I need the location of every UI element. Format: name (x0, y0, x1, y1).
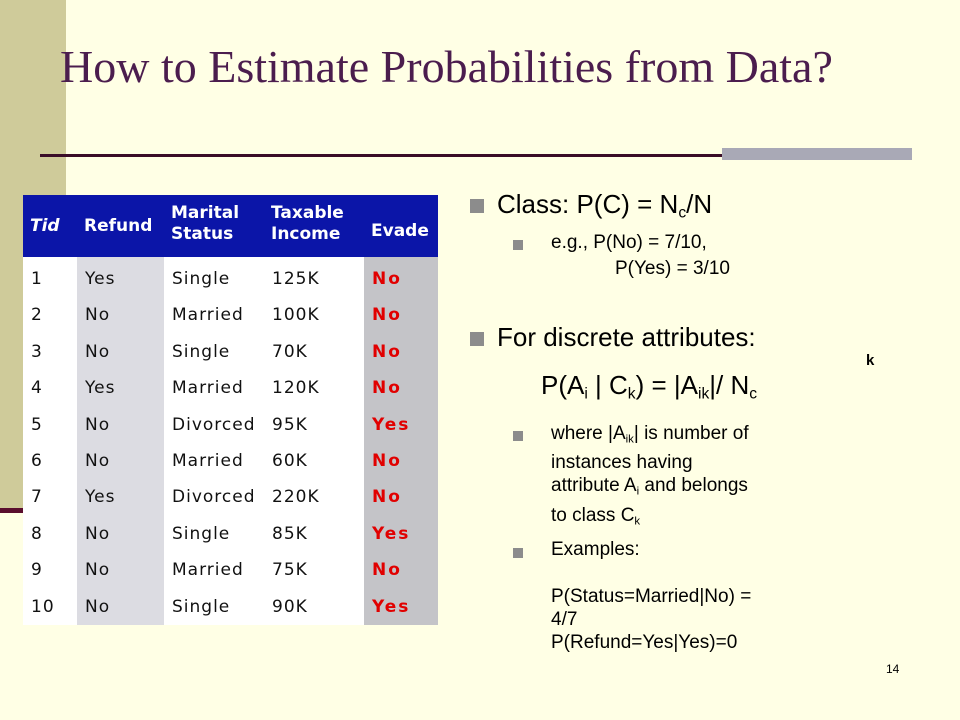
table-row (23, 407, 438, 443)
cell-evade: No (372, 305, 402, 326)
cell-refund: No (85, 596, 111, 617)
where-line1 (551, 422, 749, 451)
cell-income: 90K (272, 596, 308, 617)
formula-part: P(A (541, 370, 585, 400)
where-line3 (551, 474, 749, 503)
cell-tid: 6 (31, 451, 43, 471)
cell-refund: Yes (85, 487, 116, 508)
cell-marital: Single (172, 269, 231, 289)
cell-income: 85K (272, 523, 308, 544)
cell-refund: No (85, 305, 111, 326)
bullet-square-small (513, 548, 523, 558)
bullet-square (470, 199, 484, 213)
cell-evade: No (372, 487, 402, 508)
formula-part: |/ N (709, 370, 750, 400)
where-sub: i (636, 485, 640, 498)
cell-tid: 1 (31, 269, 43, 289)
cell-evade: Yes (372, 596, 411, 617)
cell-income: 70K (272, 341, 308, 362)
cell-refund: No (85, 523, 111, 544)
cell-refund: Yes (85, 378, 116, 399)
discrete-attributes-heading: For discrete attributes: (497, 322, 756, 352)
header-marital-status (164, 195, 264, 257)
where-line2: instances having (551, 452, 693, 474)
cell-tid: 10 (31, 596, 55, 617)
cell-income: 125K (272, 269, 320, 289)
cell-income: 120K (272, 378, 320, 399)
cell-marital: Married (172, 305, 244, 326)
cell-income: 60K (272, 451, 308, 471)
table-row (23, 334, 438, 370)
table-row (23, 261, 438, 297)
example-2: P(Refund=Yes|Yes)=0 (551, 632, 738, 653)
example-yes: P(Yes) = 3/10 (615, 258, 730, 279)
cell-evade: No (372, 378, 402, 399)
where-text: to class C (551, 504, 635, 526)
where-explanation (551, 422, 749, 533)
cell-evade: No (372, 560, 402, 581)
page-number: 14 (886, 662, 900, 676)
formula-sub: ik (697, 385, 710, 403)
cell-marital: Divorced (172, 414, 256, 435)
cell-tid: 2 (31, 305, 43, 326)
cell-refund: No (85, 451, 111, 471)
cell-tid: 3 (31, 341, 43, 362)
where-text: and belongs (639, 475, 748, 497)
example-no: e.g., P(No) = 7/10, (551, 232, 707, 253)
formula-sub: i (584, 385, 588, 403)
cell-refund: No (85, 560, 111, 581)
header-taxable-line2: Income (271, 224, 341, 244)
bullet-square-small (513, 240, 523, 250)
cell-refund: No (85, 341, 111, 362)
cell-tid: 8 (31, 523, 43, 544)
where-sub: ik (625, 433, 634, 446)
cell-income: 95K (272, 414, 308, 435)
formula-part: | C (587, 370, 628, 400)
header-marital-line1: Marital (171, 203, 240, 223)
cell-marital: Married (172, 378, 244, 399)
formula-sub: k (627, 385, 636, 403)
bullet-square (470, 332, 484, 346)
table-row (23, 370, 438, 406)
conditional-probability-formula (541, 370, 757, 404)
training-data-table (23, 195, 438, 625)
stray-k-label: k (866, 352, 875, 369)
example-1-line2: 4/7 (551, 609, 578, 630)
table-row (23, 516, 438, 552)
cell-marital: Divorced (172, 487, 256, 508)
class-sub: c (678, 204, 687, 222)
class-probability-line (497, 189, 712, 223)
cell-income: 220K (272, 487, 320, 508)
where-line4 (551, 504, 749, 533)
cell-evade: Yes (372, 414, 411, 435)
class-text: Class: P(C) = N (497, 189, 679, 219)
table-row (23, 552, 438, 588)
cell-evade: No (372, 269, 402, 289)
examples-label: Examples: (551, 539, 640, 560)
table-row (23, 589, 438, 625)
cell-marital: Married (172, 560, 244, 581)
formula-part: ) = |A (635, 370, 698, 400)
examples-list (551, 585, 751, 654)
cell-evade: No (372, 451, 402, 471)
header-tid: Tid (30, 215, 60, 236)
where-text: | is number of (633, 423, 749, 444)
cell-income: 75K (272, 560, 308, 581)
header-evade: Evade (371, 221, 429, 241)
cell-marital: Married (172, 451, 244, 471)
where-sub: k (634, 515, 641, 528)
cell-evade: Yes (372, 523, 411, 544)
header-taxable-line1: Taxable (271, 203, 344, 223)
table-row (23, 443, 438, 479)
cell-marital: Single (172, 523, 231, 544)
example-1-line1: P(Status=Married|No) = (551, 586, 752, 607)
cell-tid: 7 (31, 487, 43, 508)
cell-marital: Single (172, 341, 231, 362)
table-row (23, 297, 438, 333)
table-row (23, 479, 438, 515)
bullet-square-small (513, 431, 523, 441)
slide-title: How to Estimate Probabilities from Data? (60, 41, 833, 92)
header-taxable-income (264, 195, 364, 257)
cell-refund: No (85, 414, 111, 435)
formula-sub: c (749, 385, 758, 403)
cell-evade: No (372, 341, 402, 362)
cell-refund: Yes (85, 269, 116, 289)
cell-marital: Single (172, 596, 231, 617)
cell-tid: 4 (31, 378, 43, 399)
where-text: attribute A (551, 475, 637, 497)
header-refund: Refund (84, 215, 153, 236)
cell-income: 100K (272, 305, 320, 326)
cell-tid: 9 (31, 560, 43, 581)
class-text-end: /N (686, 189, 713, 219)
where-text: where |A (551, 423, 626, 444)
title-accent-bar (722, 148, 912, 160)
cell-tid: 5 (31, 414, 43, 435)
header-marital-line2: Status (171, 224, 234, 244)
